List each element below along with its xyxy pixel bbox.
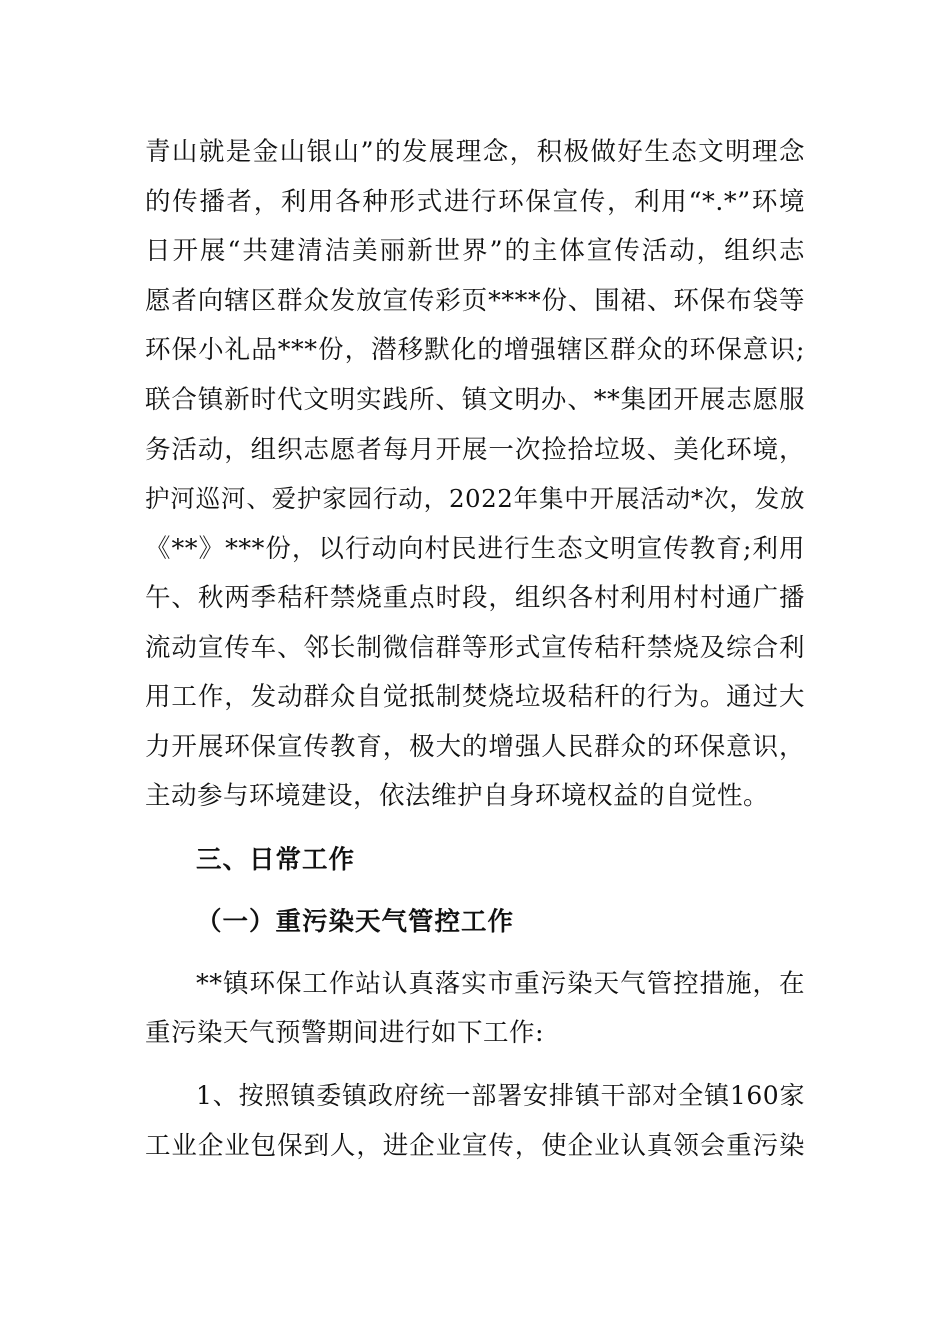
paragraph-line: 的传播者，利用各种形式进行环保宣传，利用“*.*”环境 xyxy=(145,187,805,217)
paragraph-line: 青山就是金山银山”的发展理念，积极做好生态文明理念 xyxy=(145,137,805,167)
paragraph-line: 流动宣传车、邻长制微信群等形式宣传秸秆禁烧及综合利 xyxy=(145,633,805,663)
paragraph-line: 午、秋两季秸秆禁烧重点时段，组织各村利用村村通广播 xyxy=(145,583,805,613)
paragraph-line: 环保小礼品***份，潜移默化的增强辖区群众的环保意识; xyxy=(145,335,805,365)
section-heading-daily-work: 三、日常工作 xyxy=(196,845,356,875)
subsection-heading-pollution-control: （一）重污染天气管控工作 xyxy=(196,907,515,937)
paragraph-line: **镇环保工作站认真落实市重污染天气管控措施，在 xyxy=(196,969,805,999)
paragraph-line: 护河巡河、爱护家园行动，2022年集中开展活动*次，发放 xyxy=(145,484,805,513)
paragraph-line: 愿者向辖区群众发放宣传彩页****份、围裙、环保布袋等 xyxy=(145,286,805,316)
paragraph-line: 1、按照镇委镇政府统一部署安排镇干部对全镇160家 xyxy=(196,1081,805,1110)
paragraph-line: 主动参与环境建设，依法维护自身环境权益的自觉性。 xyxy=(145,781,770,811)
paragraph-line: 务活动，组织志愿者每月开展一次捡拾垃圾、美化环境， xyxy=(145,435,805,465)
paragraph-line: 联合镇新时代文明实践所、镇文明办、**集团开展志愿服 xyxy=(145,385,805,415)
paragraph-line: 重污染天气预警期间进行如下工作: xyxy=(145,1018,545,1048)
paragraph-line: 工业企业包保到人，进企业宣传，使企业认真领会重污染 xyxy=(145,1131,805,1161)
paragraph-line: 力开展环保宣传教育，极大的增强人民群众的环保意识， xyxy=(145,732,805,762)
paragraph-line: 《**》***份，以行动向村民进行生态文明宣传教育;利用 xyxy=(145,534,805,564)
paragraph-line: 用工作，发动群众自觉抵制焚烧垃圾秸秆的行为。通过大 xyxy=(145,682,805,712)
paragraph-line: 日开展“共建清洁美丽新世界”的主体宣传活动，组织志 xyxy=(145,236,805,266)
